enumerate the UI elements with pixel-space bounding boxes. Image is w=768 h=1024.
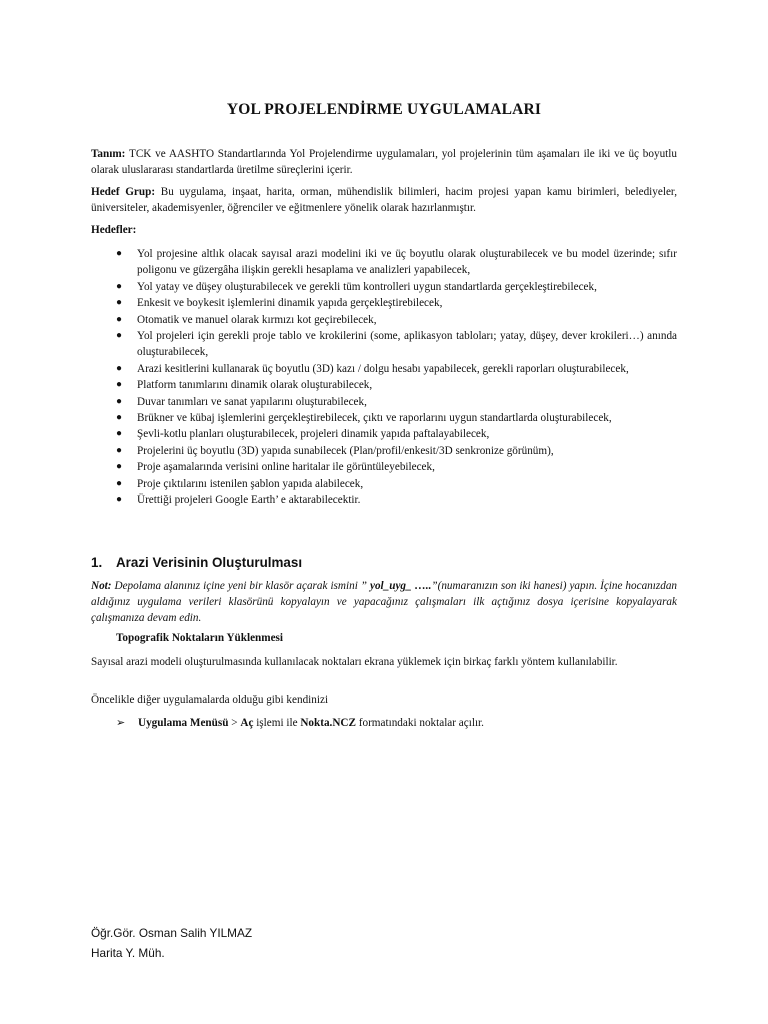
bullet-icon: ● <box>116 412 123 424</box>
definition-text: TCK ve AASHTO Standartlarında Yol Projelendirme uygulamaları, yol projelerinin tüm aşamaları ile iki ve üç boyutlu olarak uluslararası standartlarda üretilme süreçlerini içerir. <box>91 148 677 176</box>
bullet-icon: ● <box>116 330 123 342</box>
step-line: ➢ Uygulama Menüsü > Aç işlemi ile Nokta.NCZ formatındaki noktalar açılır. <box>116 717 484 729</box>
file-name: Nokta.NCZ <box>300 717 356 729</box>
bullet-icon: ● <box>116 395 123 407</box>
bullet-icon: ● <box>116 248 123 259</box>
subheading: Topografik Noktaların Yüklenmesi <box>116 632 284 644</box>
list-item: ● Şevli-kotlu planları oluşturabilecek, projeleri dinamik yapıda paftalayabilecek, <box>91 426 677 442</box>
bullet-icon: ● <box>116 362 123 374</box>
bullet-icon: ● <box>116 428 123 440</box>
list-item: ● Ürettiği projeleri Google Earth’ e aktarabilecektir. <box>91 492 677 508</box>
signature-name: Öğr.Gör. Osman Salih YILMAZ <box>91 926 253 940</box>
body-paragraph-2: Öncelikle diğer uygulamalarda olduğu gibi kendinizi <box>91 694 329 706</box>
list-item: ● Yol yatay ve düşey oluşturabilecek ve gerekli tüm kontrolleri uygun standartlarda gerçekleştirebilecek, <box>91 279 677 295</box>
list-item: ● Duvar tanımları ve sanat yapılarını oluşturabilecek, <box>91 394 677 410</box>
goals-heading: Hedefler: <box>91 224 137 236</box>
menu-name: Uygulama Menüsü <box>138 717 229 729</box>
page-title: YOL PROJELENDİRME UYGULAMALARI <box>226 101 542 118</box>
section-title: Arazi Verisinin Oluşturulması <box>116 555 303 570</box>
folder-name: yol_uyg_ ….. <box>369 580 432 592</box>
definition-paragraph <box>91 147 677 178</box>
list-item: ● Enkesit ve boykesit işlemlerini dinamik yapıda gerçekleştirebilecek, <box>91 295 677 311</box>
bullet-icon: ● <box>116 313 123 325</box>
section-number: 1. <box>91 555 103 570</box>
list-item: ● Brükner ve kübaj işlemlerini gerçekleştirebilecek, çıktı ve raporlarını uygun standartlarda oluşturabilecek, <box>91 410 677 426</box>
definition-label: Tanım: <box>91 148 126 160</box>
bullet-icon: ● <box>116 461 123 473</box>
list-item: ● Platform tanımlarını dinamik olarak oluşturabilecek, <box>91 377 677 393</box>
bullet-icon: ● <box>116 477 123 489</box>
list-item: ● Proje aşamalarında verisini online haritalar ile görüntüleyebilecek, <box>91 459 677 475</box>
goals-list <box>91 246 677 509</box>
list-item: ● Otomatik ve manuel olarak kırmızı kot geçirebilecek, <box>91 312 677 328</box>
bullet-icon: ● <box>116 494 123 506</box>
signature-title: Harita Y. Müh. <box>91 946 165 960</box>
arrow-icon: ➢ <box>116 717 126 729</box>
list-item: ● Projelerini üç boyutlu (3D) yapıda sunabilecek (Plan/profil/enkesit/3D senkronize görünüm), <box>91 443 677 459</box>
target-group-paragraph <box>91 185 677 216</box>
list-item: ● Yol projesine altlık olacak sayısal arazi modelini iki ve üç boyutlu olarak oluşturabilecek ve bu model üzerinde; sıfır poligonu ve güzergâha ilişkin gerekli hesaplama ve analizleri yapabilecek, <box>116 248 677 277</box>
bullet-icon: ● <box>116 444 123 456</box>
target-group-label: Hedef Grup: <box>91 186 156 198</box>
bullet-icon: ● <box>116 297 123 309</box>
list-item: ● Proje çıktılarını istenilen şablon yapıda alabilecek, <box>91 476 677 492</box>
note-paragraph: Not: Depolama alanınız içine yeni bir klasör açarak ismini ” yol_uyg_ …..”(numaranızın son iki hanesi) yapın. İçine hocanızdan aldığınız uygulama verileri klasörünü kopyalayın ve yapacağınız çalışmaları ilk açtığınız dosya içerisine kopyalayarak çalışmanıza devam edin. <box>91 580 678 624</box>
list-item: ● Yol projeleri için gerekli proje tablo ve krokilerini (some, aplikasyon tabloları; yatay, düşey, dever krokileri…) anında oluşturabilecek, <box>116 330 677 359</box>
command-name: Aç <box>240 717 254 729</box>
section-heading <box>91 555 302 570</box>
bullet-icon: ● <box>116 280 123 292</box>
list-item: ● Arazi kesitlerini kullanarak üç boyutlu (3D) kazı / dolgu hesabı yapabilecek, gerekli raporları oluşturabilecek, <box>91 361 677 377</box>
note-label: Not: <box>91 580 112 592</box>
body-paragraph: Sayısal arazi modeli oluşturulmasında kullanılacak noktaları ekrana yüklemek için birkaç farklı yöntem kullanılabilir. <box>91 656 618 668</box>
target-group-text: Bu uygulama, inşaat, harita, orman, mühendislik bilimleri, hacim projesi yapan kamu birimleri, belediyeler, üniversiteler, akademisyenler, öğrenciler ve eğitmenlere yönelik olarak hazırlanmıştır. <box>91 186 677 214</box>
bullet-icon: ● <box>116 379 123 391</box>
